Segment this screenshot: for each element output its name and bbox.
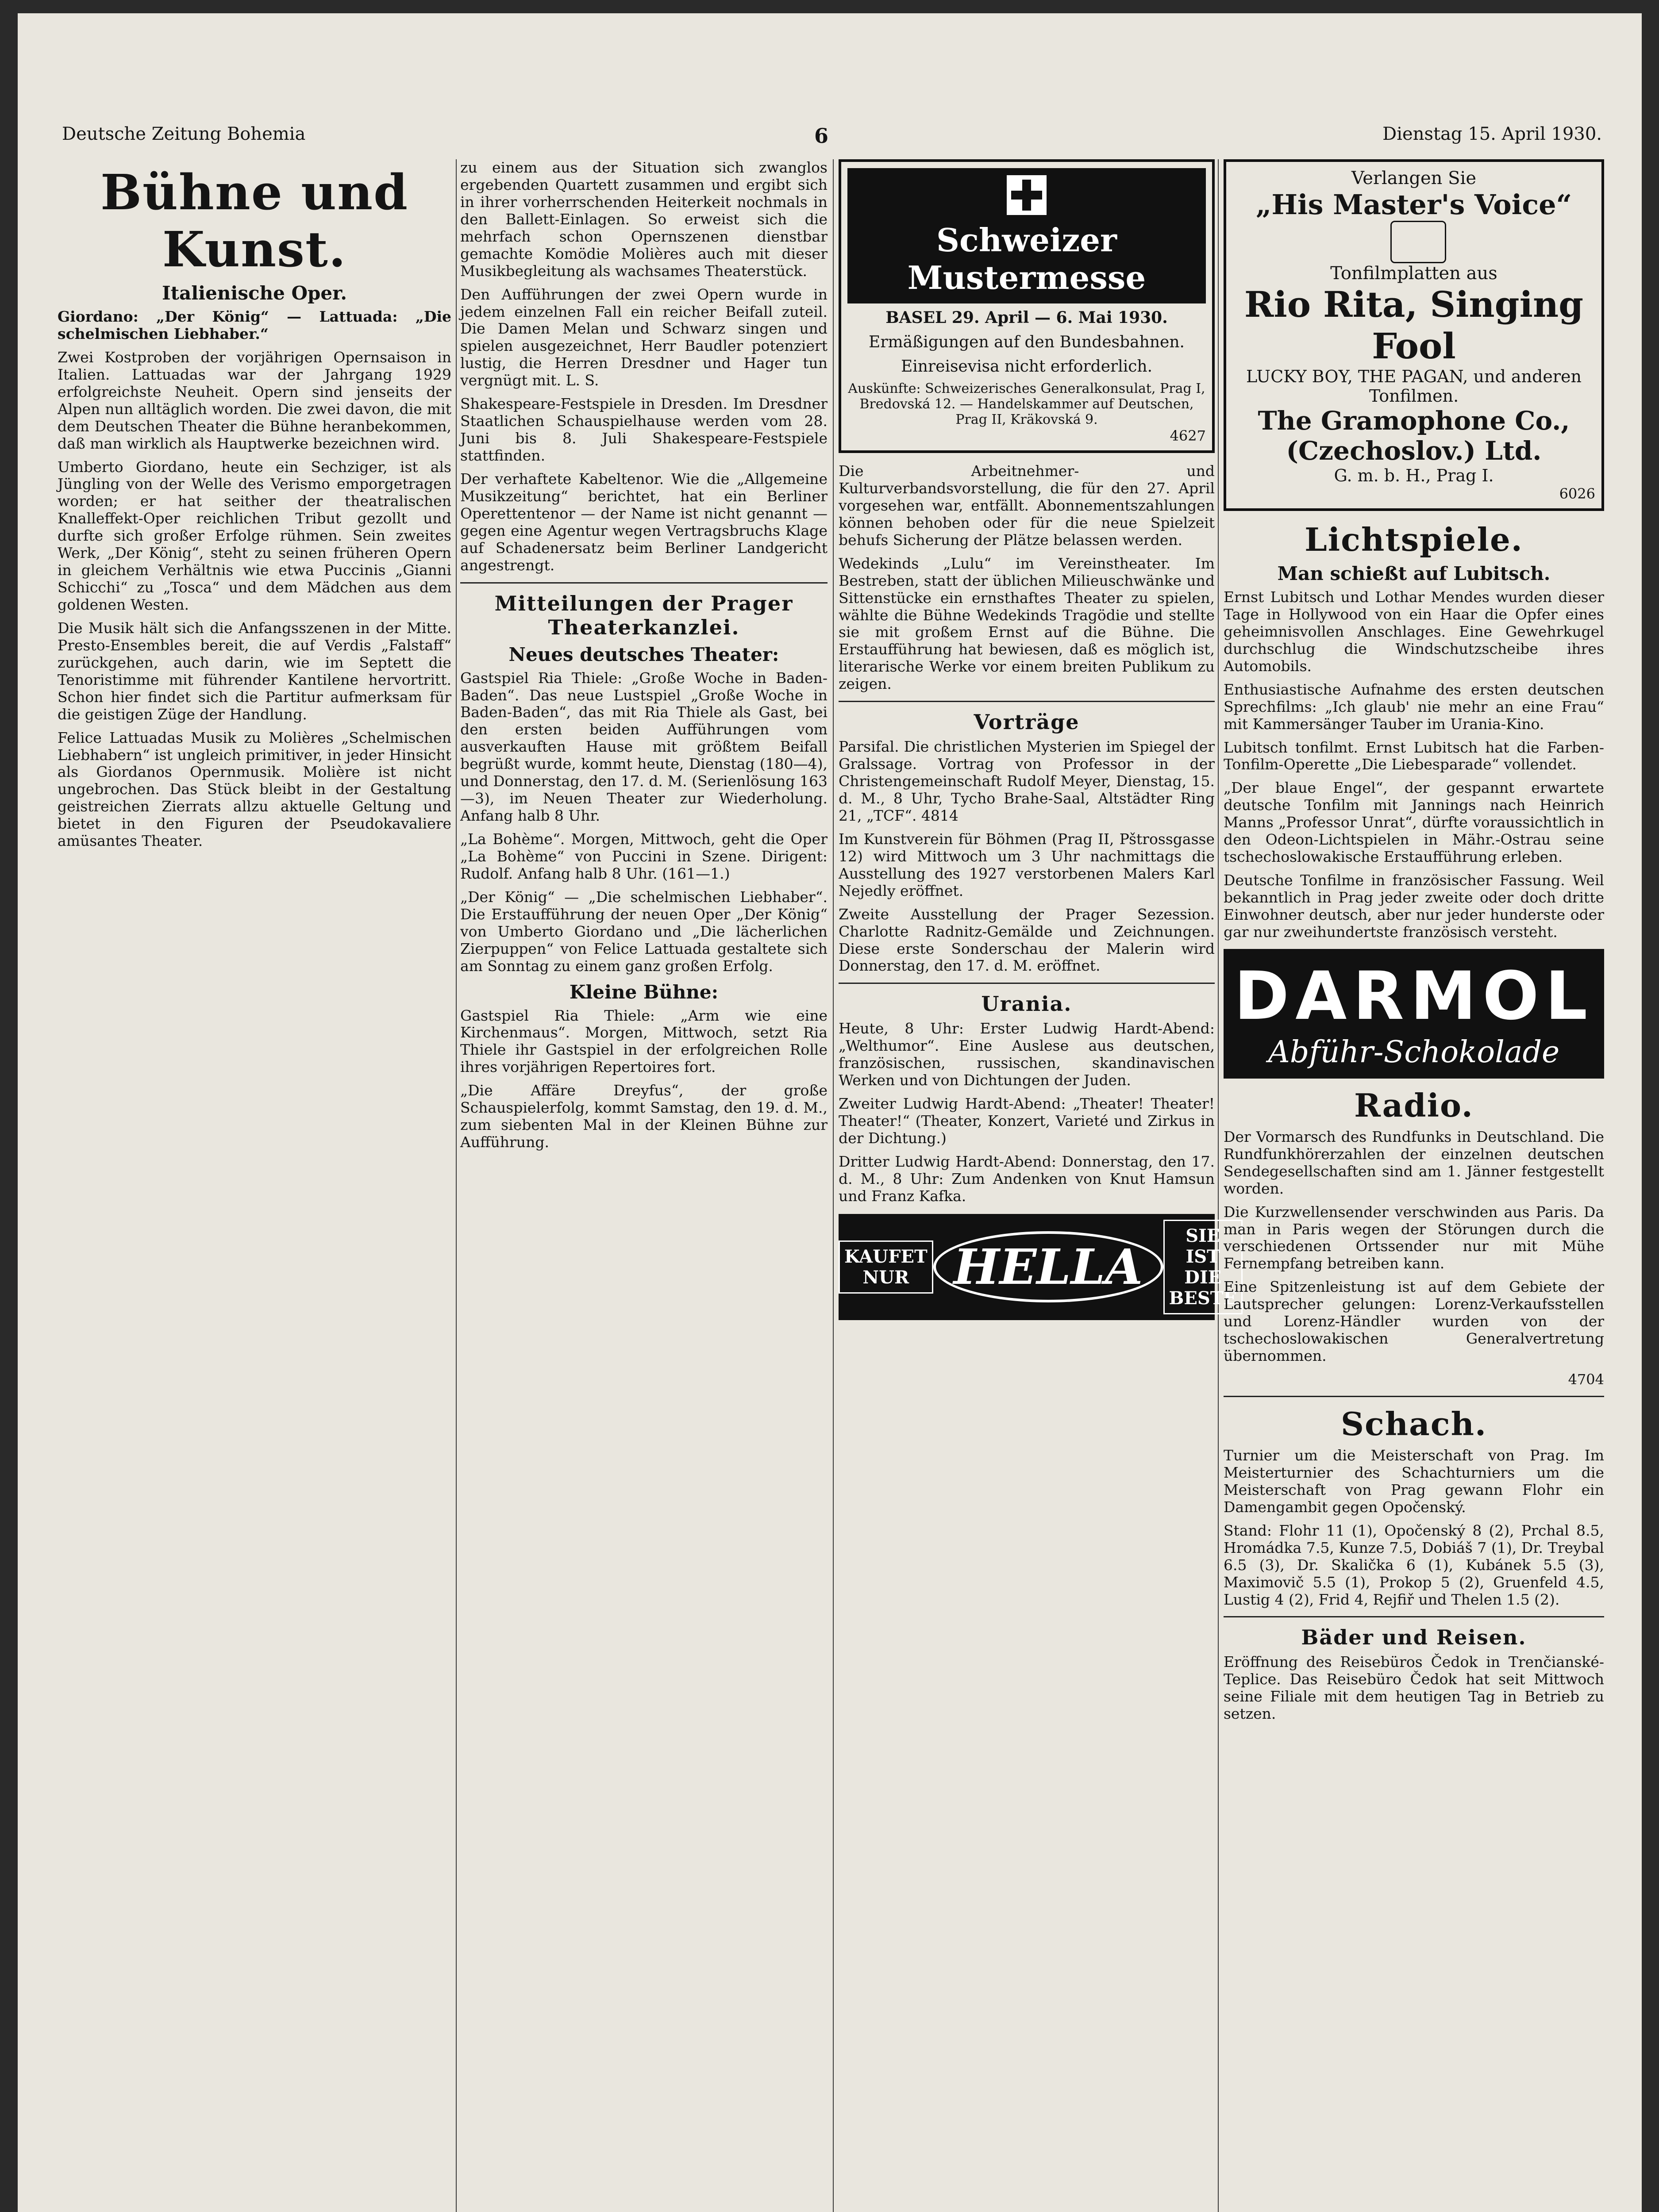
paragraph: zu einem aus der Situation sich zwanglos ergebenden Quartett zusammen und ergibt sich in ihrer vorherrschenden Heiterkeit nochmals in den Ballett-Einlagen. So erweist sich die mehrfach schon Opernszenen dienstbar gemachte Komödie Molières auch mit dieser Musikbegleitung als wachsames Theaterstück. xyxy=(460,159,828,280)
paragraph: Wedekinds „Lulu“ im Vereinstheater. Im Bestreben, statt der üblichen Milieuschwänke und Sittenstücke ein ernsthaftes Theater zu spielen, wählte die Bühne Wedekinds Tragödie und stellte sie mit großem Ernst auf die Bühne. Die Erstaufführung hat bewiesen, daß es möglich ist, literarische Werke vor einem breiten Publikum zu zeigen. xyxy=(839,554,1215,693)
article-subtitle: Italienische Oper. xyxy=(162,282,347,304)
column-3 xyxy=(839,159,1237,2212)
column-2 xyxy=(460,159,828,2212)
divider xyxy=(839,983,1215,984)
ad-darmol-brand: DARMOL xyxy=(1234,957,1594,1035)
ad-hella-brand: HELLA xyxy=(933,1231,1163,1302)
date-line: Dienstag 15. April 1930. xyxy=(1382,124,1602,144)
divider xyxy=(1224,1616,1604,1617)
paragraph: Dritter Ludwig Hardt-Abend: Donnerstag, den 17. d. M., 8 Uhr: Zum Andenken von Knut Hamsun und Franz Kafka. xyxy=(839,1152,1215,1205)
subsection-title: Kleine Bühne: xyxy=(569,981,719,1003)
notice-code: 4704 xyxy=(1568,1371,1604,1388)
ad-line: Verlangen Sie xyxy=(1351,168,1477,188)
ad-swiss-fair xyxy=(839,159,1215,453)
paragraph: Den Aufführungen der zwei Opern wurde in jedem einzelnen Fall ein reicher Beifall zuteil. Die Damen Melan und Schwarz singen und spielen ausgezeichnet, Herr Baudler potenziert lustig, die Herren Dresdner und Hager tun vergnügt mit. L. S. xyxy=(460,285,828,389)
ad-swiss-banner xyxy=(847,168,1206,303)
column-rule xyxy=(833,159,834,2212)
section-title: Mitteilungen der Prager Theaterkanzlei. xyxy=(494,591,793,639)
ad-darmol xyxy=(1224,949,1604,1079)
page-number: 6 xyxy=(814,124,829,148)
ad-title: Schweizer Mustermesse xyxy=(907,221,1146,296)
article-lead: Giordano: „Der König“ — Lattuada: „Die schelmischen Liebhaber.“ xyxy=(58,308,451,342)
section-title: Lichtspiele. xyxy=(1305,521,1523,558)
section-title: Schach. xyxy=(1340,1405,1487,1443)
section-title: Radio. xyxy=(1354,1086,1474,1124)
paragraph: Die Kurzwellensender verschwinden aus Paris. Da man in Paris wegen der Störungen durch die verschiedenen Ortssender nur mit Mühe Fernempfang betreiben kann. xyxy=(1224,1203,1604,1272)
paragraph: Heute, 8 Uhr: Erster Ludwig Hardt-Abend: „Welthumor“. Eine Auslese aus deutschen, französischen, russischen, skandinavischen Werken und von Dichtungen der Juden. xyxy=(839,1020,1215,1089)
ad-line: G. m. b. H., Prag I. xyxy=(1334,466,1494,485)
ad-gramophone xyxy=(1224,159,1604,511)
paragraph: Zwei Kostproben der vorjährigen Opernsaison in Italien. Lattuadas war der Jahrgang 1929 erfolgreichste Neuheit. Opern sind jenseits der Alpen nun alltäglich worden. Die zwei davon, die mit dem Deutschen Theater die Bühne heranbekommen, daß man wirklich als Hauptwerke bezeichnen wird. xyxy=(58,348,451,452)
paragraph: Eine Spitzenleistung ist auf dem Gebiete der Lautsprecher gelungen: Lorenz-Verkaufsstellen und Lorenz-Händler wurden von der tschechoslowakischen Generalvertretung übernommen. xyxy=(1224,1278,1604,1365)
column-4 xyxy=(1224,159,1604,2212)
ad-hella-right: SIE IST DIE BESTE xyxy=(1163,1220,1243,1314)
paragraph: Umberto Giordano, heute ein Sechziger, ist als Jüngling von der Welle des Verismo emporgetragen worden; er hat seither der theatralischen Knalleffekt-Oper reichlichen Tribut gezollt und durfte sich großer Erfolge rühmen. Sein zweites Werk, „Der König“, steht zu seinen früheren Opern in gleichem Verhältnis wie etwa Puccinis „Gianni Schicchi“ zu „Tosca“ und dem Mädchen aus dem goldenen Westen. xyxy=(58,458,451,613)
section-title: Bühne und Kunst. xyxy=(100,164,409,278)
divider xyxy=(1224,1396,1604,1397)
column-rule xyxy=(1218,159,1219,2212)
paragraph: Ernst Lubitsch und Lothar Mendes wurden dieser Tage in Hollywood von ein Haar die Opfer eines geheimnisvollen Anschlages. Eine Gewehrkugel durchschlug die Windschutzscheibe ihres Automobils. xyxy=(1224,588,1604,675)
newspaper-page xyxy=(18,13,1642,2212)
subsection-title: Neues deutsches Theater: xyxy=(508,643,779,665)
paragraph: Zweite Ausstellung der Prager Sezession. Charlotte Radnitz-Gemälde und Zeichnungen. Diese erste Sonderschau der Malerin wird Donnerstag, den 17. d. M. eröffnet. xyxy=(839,905,1215,975)
ad-company: The Gramophone Co., (Czechoslov.) Ltd. xyxy=(1258,406,1570,466)
column-1 xyxy=(58,159,451,2212)
ad-line: LUCKY BOY, THE PAGAN, und anderen Tonfilmen. xyxy=(1246,367,1582,406)
paragraph: Enthusiastische Aufnahme des ersten deutschen Sprechfilms: „Ich glaub' nie mehr an eine Frau“ mit Kammersänger Tauber im Urania-Kino. xyxy=(1224,680,1604,733)
paragraph: Der Vormarsch des Rundfunks in Deutschland. Die Rundfunkhörerzahlen der einzelnen deutschen Sendegesellschaften sind am 1. Jänner festgestellt worden. xyxy=(1224,1128,1604,1197)
paragraph: „Der blaue Engel“, der gespannt erwartete deutsche Tonfilm mit Jannings nach Heinrich Manns „Professor Unrat“, dürfte voraussichtlich in den Odeon-Lichtspielen in Mähr.-Ostrau seine tschechoslowakische Erstaufführung erleben. xyxy=(1224,779,1604,866)
paragraph: „Die Affäre Dreyfus“, der große Schauspielerfolg, kommt Samstag, den 19. d. M., zum siebenten Mal in der Kleinen Bühne zur Aufführung. xyxy=(460,1082,828,1151)
paragraph: Shakespeare-Festspiele in Dresden. Im Dresdner Staatlichen Schauspielhause werden vom 28. Juni bis 8. Juli Shakespeare-Festspiele stattfinden. xyxy=(460,395,828,464)
ad-darmol-tagline: Abführ-Schokolade xyxy=(1268,1034,1560,1070)
ad-headline: Rio Rita, Singing Fool xyxy=(1244,284,1584,367)
swiss-cross-icon xyxy=(1007,175,1047,215)
subsection-title: Man schießt auf Lubitsch. xyxy=(1277,563,1551,584)
paragraph: Die Arbeitnehmer- und Kulturverbandsvorstellung, die für den 27. April vorgesehen war, entfällt. Abonnementszahlungen können behoben oder für die neue Spielzeit behufs Sicherung der Plätze belassen werden. xyxy=(839,462,1215,549)
ad-hella-left: KAUFET NUR xyxy=(839,1240,933,1294)
paragraph: Parsifal. Die christlichen Mysterien im Spiegel der Gralssage. Vortrag von Professor in der Christengemeinschaft Rudolf Meyer, Dienstag, 15. d. M., 8 Uhr, Tycho Brahe-Saal, Altstädter Ring 21, „TCF“. 4814 xyxy=(839,738,1215,824)
gramophone-dog-icon xyxy=(1390,221,1446,263)
section-title: Urania. xyxy=(981,992,1072,1016)
ad-brand-text: „His Master's Voice“ xyxy=(1255,188,1572,221)
ad-hella xyxy=(839,1214,1237,1320)
ad-brand xyxy=(1232,188,1595,263)
paragraph: Felice Lattuadas Musik zu Molières „Schelmischen Liebhabern“ ist ungleich primitiver, in jeder Hinsicht als Giordanos Opernmusik. Molière ist nicht ungebrochen. Das Stück bleibt in der Gestaltung geistreichen Zierrats allzu aktuelle Geltung und bietet in den Figuren der Pseudokavaliere amüsantes Theater. xyxy=(58,729,451,850)
column-rule xyxy=(456,159,457,2212)
ad-line: Ermäßigungen auf den Bundesbahnen. xyxy=(869,333,1185,351)
paragraph: Gastspiel Ria Thiele: „Große Woche in Baden-Baden“. Das neue Lustspiel „Große Woche in Baden-Baden“, das mit Ria Thiele als Gast, bei den ersten beiden Aufführungen vom ausverkauften Hause mit größtem Beifall begrüßt wurde, kommt heute, Dienstag (180—4), und Donnerstag, den 17. d. M. (Serienlösung 163—3), im Neuen Theater zur Wiederholung. Anfang halb 8 Uhr. xyxy=(460,669,828,825)
ad-contact: Auskünfte: Schweizerisches Generalkonsulat, Prag I, Bredovská 12. — Handelskammer auf Deutschen, Prag II, Kräkovská 9. xyxy=(848,381,1205,427)
divider xyxy=(460,582,828,584)
masthead-left: Deutsche Zeitung Bohemia xyxy=(62,124,306,144)
paragraph: „La Bohème“. Morgen, Mittwoch, geht die Oper „La Bohème“ von Puccini in Szene. Dirigent: Rudolf. Anfang halb 8 Uhr. (161—1.) xyxy=(460,830,828,882)
ad-dates: BASEL 29. April — 6. Mai 1930. xyxy=(885,308,1168,327)
ad-code: 4627 xyxy=(1170,427,1206,444)
paragraph: Deutsche Tonfilme in französischer Fassung. Weil bekanntlich in Prag jeder zweite oder doch dritte Einwohner deutsch, aber nur jeder hunderste oder gar nur zweihundertste französisch versteht. xyxy=(1224,872,1604,941)
paragraph: Eröffnung des Reisebüros Čedok in Trenčianské-Teplice. Das Reisebüro Čedok hat seit Mittwoch seine Filiale mit dem heutigen Tag in Betrieb zu setzen. xyxy=(1224,1653,1604,1723)
ad-line: Tonfilmplatten aus xyxy=(1330,263,1497,284)
divider xyxy=(839,701,1215,702)
ad-line: Einreisevisa nicht erforderlich. xyxy=(901,357,1153,376)
paragraph: Der verhaftete Kabeltenor. Wie die „Allgemeine Musikzeitung“ berichtet, hat ein Berliner Operettentenor — der Name ist nicht genannt — gegen eine Agentur wegen Vertragsbruchs Klage auf Schadenersatz beim Berliner Landgericht angestrengt. xyxy=(460,470,828,574)
paragraph: Im Kunstverein für Böhmen (Prag II, Pštrossgasse 12) wird Mittwoch um 3 Uhr nachmittags die Ausstellung des 1927 verstorbenen Malers Karl Nejedly eröffnet. xyxy=(839,830,1215,899)
section-title: Vorträge xyxy=(974,710,1080,734)
paragraph: Zweiter Ludwig Hardt-Abend: „Theater! Theater! Theater!“ (Theater, Konzert, Varieté und Zirkus in der Dichtung.) xyxy=(839,1095,1215,1147)
section-title: Bäder und Reisen. xyxy=(1301,1625,1527,1650)
paragraph: „Der König“ — „Die schelmischen Liebhaber“. Die Erstaufführung der neuen Oper „Der König“ von Umberto Giordano und „Die lächerlichen Zierpuppen“ von Felice Lattuada gestaltete sich am Sonntag zu einem ganz großen Erfolg. xyxy=(460,888,828,975)
paragraph: Lubitsch tonfilmt. Ernst Lubitsch hat die Farben-Tonfilm-Operette „Die Liebesparade“ vollendet. xyxy=(1224,738,1604,773)
ad-code: 6026 xyxy=(1559,485,1595,502)
paragraph: Die Musik hält sich die Anfangsszenen in der Mitte. Presto-Ensembles bereit, die auf Verdis „Falstaff“ zurückgehen, auch darin, wie im Septett die Tenoristimme mit führender Kantilene hervortritt. Schon hier findet sich die Partitur aufmerksam für die geistigen Züge der Handlung. xyxy=(58,619,451,723)
paragraph: Turnier um die Meisterschaft von Prag. Im Meisterturnier des Schachturniers um die Meisterschaft von Prag gewann Flohr ein Damengambit gegen Opočenský. xyxy=(1224,1447,1604,1516)
paragraph: Stand: Flohr 11 (1), Opočenský 8 (2), Prchal 8.5, Hromádka 7.5, Kunze 7.5, Dobiáš 7 (1), Dr. Treybal 6.5 (3), Dr. Skalička 6 (1), Kubánek 5.5 (3), Maximovič 5.5 (1), Prokop 5 (2), Gruenfeld 4.5, Lustig 4 (2), Frid 4, Rejfiř und Thelen 1.5 (2). xyxy=(1224,1521,1604,1608)
paragraph: Gastspiel Ria Thiele: „Arm wie eine Kirchenmaus“. Morgen, Mittwoch, setzt Ria Thiele ihr Gastspiel in der erfolgreichen Rolle ihres vorjährigen Repertoires fort. xyxy=(460,1006,828,1076)
